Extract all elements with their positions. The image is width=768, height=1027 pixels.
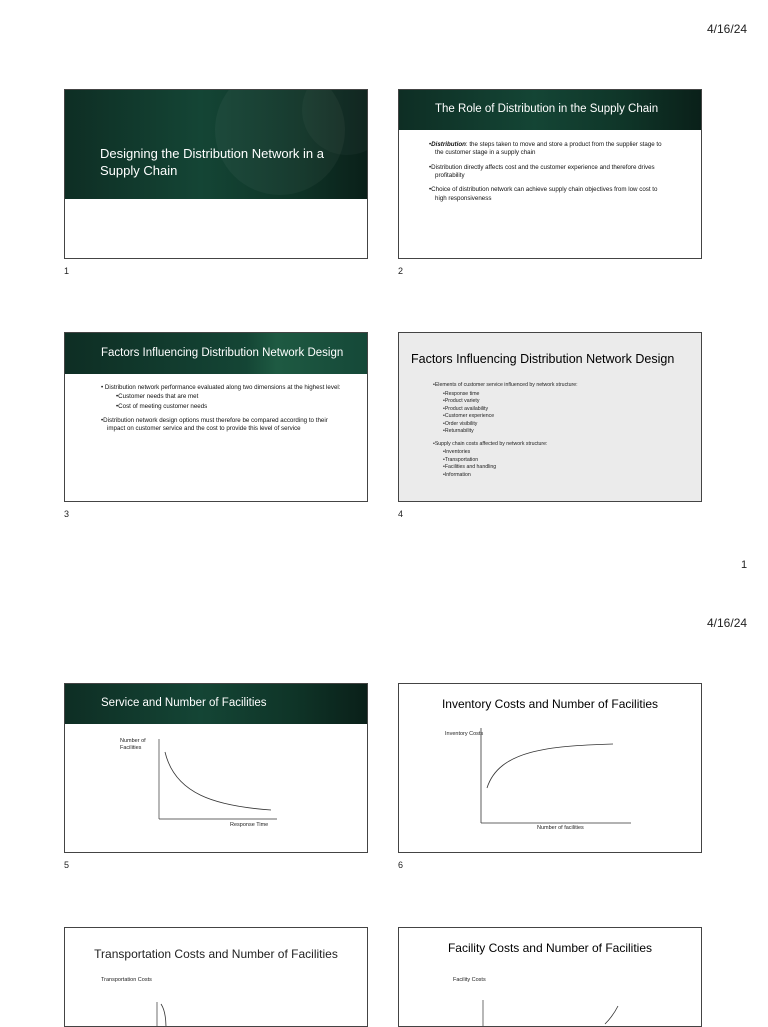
- bullet-heading: • Supply chain costs affected by network structure:: [433, 441, 673, 449]
- slide-number: 4: [398, 509, 404, 519]
- sub-bullet-item: • Customer experience: [433, 413, 673, 421]
- inventory-cost-curve: [399, 684, 702, 853]
- slide-thumbnail-7[interactable]: [64, 927, 368, 1027]
- sub-bullet-item: • Product availability: [433, 406, 673, 414]
- y-axis-label: Number of Facilities: [120, 738, 146, 752]
- decorative-circles: [65, 90, 368, 199]
- title-banner: [65, 333, 367, 374]
- response-time-curve: [65, 684, 368, 853]
- bullet-item: • Distribution directly affects cost and the customer experience and therefore drives profitability: [429, 164, 669, 181]
- page-number: 1: [741, 559, 748, 571]
- bullet-list: [429, 141, 669, 209]
- page-date: 4/16/24: [707, 22, 748, 36]
- bullet-list: [433, 382, 673, 479]
- facility-cost-curve: [399, 928, 702, 1027]
- slide-title: The Role of Distribution in the Supply Chain: [435, 103, 659, 115]
- slide-thumbnail-5[interactable]: [64, 683, 368, 853]
- sub-bullet-item: • Cost of meeting customer needs: [107, 403, 341, 411]
- y-axis-label: Inventory Costs: [445, 731, 484, 737]
- slide-title: Service and Number of Facilities: [101, 697, 267, 709]
- sub-bullet-item: • Response time: [433, 391, 673, 399]
- bullet-item: • Choice of distribution network can achieve supply chain objectives from low cost to high responsiveness: [429, 186, 669, 203]
- y-axis-label: Transportation Costs: [101, 977, 152, 983]
- bullet-text: : the steps taken to move and store a product from the supplier stage to the customer stage in a supply chain: [435, 141, 662, 157]
- slide-thumbnail-2[interactable]: [398, 89, 702, 259]
- sub-bullet-item: • Order visibility: [433, 421, 673, 429]
- sub-bullet-item: • Returnability: [433, 428, 673, 436]
- bullet-text: Distribution network performance evaluated along two dimensions at the highest level:: [104, 384, 341, 391]
- bullet-item: • Distribution network design options must therefore be compared according to their impact on customer service and the cost to provide this level of service: [101, 417, 341, 434]
- slide-number: 1: [64, 266, 70, 276]
- slide-number: 2: [398, 266, 404, 276]
- x-axis-label: Number of facilities: [537, 825, 584, 831]
- slide-thumbnail-4[interactable]: [398, 332, 702, 502]
- y-axis-label: Facility Costs: [453, 977, 486, 983]
- transportation-cost-curve: [65, 928, 368, 1027]
- sub-bullet-item: • Inventories: [433, 449, 673, 457]
- slide-number: 3: [64, 509, 70, 519]
- bullet-item: [101, 384, 341, 411]
- slide-number: 5: [64, 860, 70, 870]
- slide-title: Transportation Costs and Number of Facilities: [94, 947, 338, 961]
- sub-bullet-item: • Product variety: [433, 398, 673, 406]
- title-banner: [399, 90, 701, 130]
- slide-title: Designing the Distribution Network in a Supply Chain: [100, 146, 324, 178]
- slide-thumbnail-1[interactable]: [64, 89, 368, 259]
- page-date: 4/16/24: [707, 616, 748, 630]
- bullet-item: [429, 141, 669, 158]
- slide-title: Factors Influencing Distribution Network Design: [411, 352, 675, 366]
- sub-bullet-item: • Customer needs that are met: [107, 393, 341, 401]
- slide-title: Factors Influencing Distribution Network Design: [101, 347, 344, 359]
- slide-number: 6: [398, 860, 404, 870]
- title-banner: [65, 90, 367, 199]
- x-axis-label: Response Time: [230, 822, 269, 828]
- slide-title: Inventory Costs and Number of Facilities: [441, 697, 659, 711]
- slide-thumbnail-6[interactable]: [398, 683, 702, 853]
- sub-bullet-item: • Information: [433, 472, 673, 480]
- bullet-term: Distribution: [431, 141, 466, 148]
- bullet-list: [101, 384, 341, 440]
- bullet-heading: • Elements of customer service influenced by network structure:: [433, 382, 673, 390]
- slide-thumbnail-3[interactable]: [64, 332, 368, 502]
- slide-title: Facility Costs and Number of Facilities: [447, 941, 653, 955]
- slide-thumbnail-8[interactable]: [398, 927, 702, 1027]
- sub-bullet-item: • Facilities and handling: [433, 464, 673, 472]
- sub-bullet-item: • Transportation: [433, 457, 673, 465]
